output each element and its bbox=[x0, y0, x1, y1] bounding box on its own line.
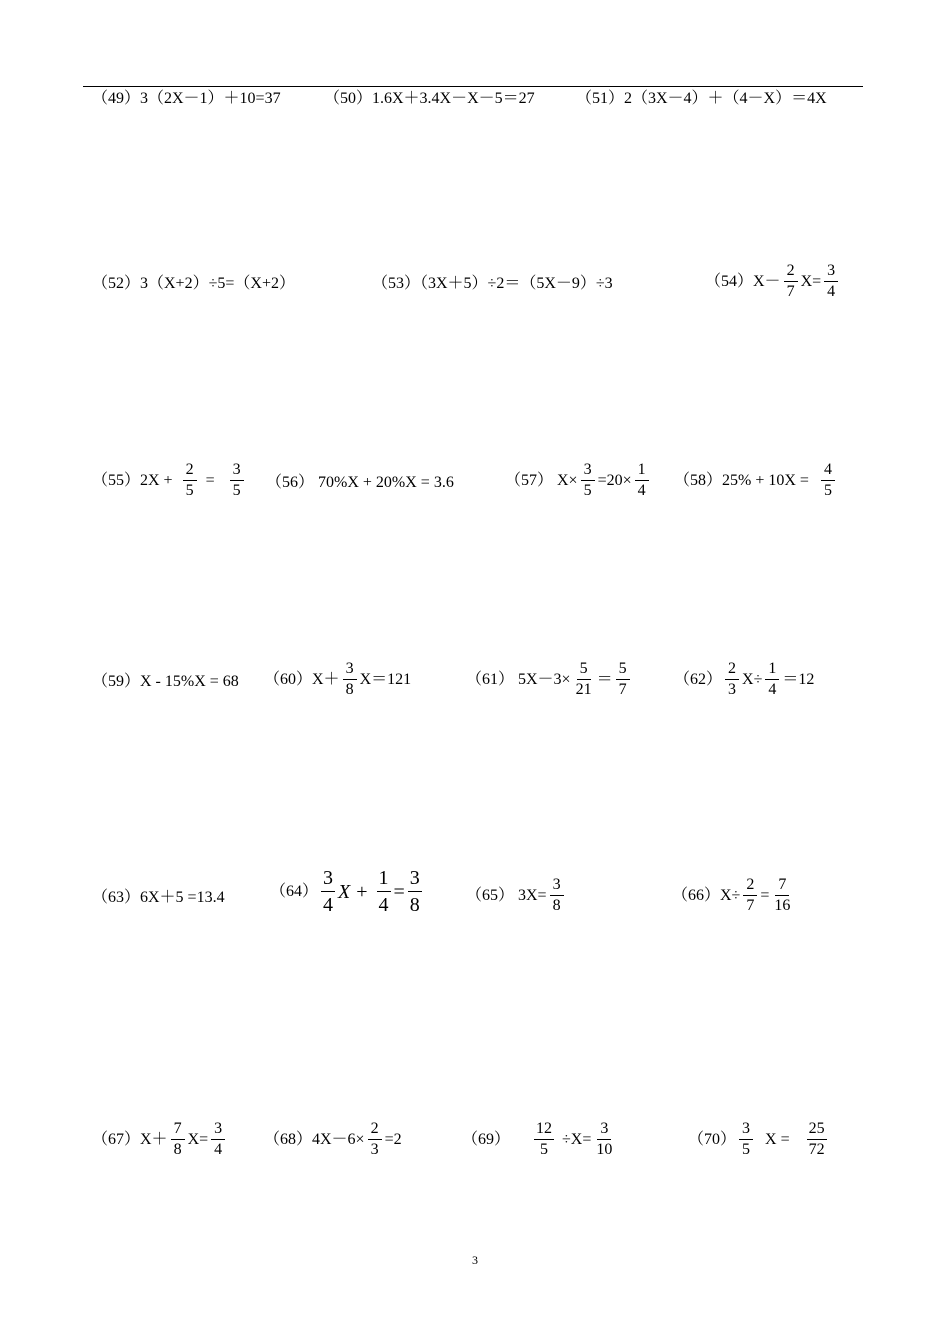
equation-56: （56） 70%X + 20%X = 3.6 bbox=[266, 474, 454, 491]
fraction: $\frac{2}{3}$ bbox=[368, 1121, 382, 1158]
equation-61: （61） 5X－3× $\frac{5}{21}$ ＝ $\frac{5}{7}$ bbox=[466, 661, 633, 698]
equation-58: （58）25% + 10X = $\frac{4}{5}$ bbox=[674, 462, 838, 499]
equation-62: （62） $\frac{2}{3}$ X÷ $\frac{1}{4}$ ＝12 bbox=[674, 660, 815, 698]
fraction: $\frac{3}{8}$ bbox=[343, 661, 357, 698]
equation-67: （67）X＋ $\frac{7}{8}$ X= $\frac{3}{4}$ bbox=[92, 1121, 228, 1158]
equation-68: （68）4X－6× $\frac{2}{3}$ =2 bbox=[264, 1120, 402, 1158]
equation-65: （65） 3X= $\frac{3}{8}$ bbox=[466, 877, 567, 914]
equation-66: （66）X÷ $\frac{2}{7}$ = $\frac{7}{16}$ bbox=[672, 876, 791, 914]
fraction: $\frac{2}{3}$ bbox=[725, 661, 739, 698]
fraction: $\frac{7}{16}$ bbox=[774, 876, 791, 914]
fraction: $\frac{5}{7}$ bbox=[616, 661, 630, 698]
fraction: $\frac{25}{72}$ bbox=[808, 1120, 825, 1158]
equation-59: （59）X - 15%X = 68 bbox=[92, 673, 239, 690]
fraction: $\frac{1}{4}$ bbox=[378, 867, 389, 916]
fraction: $\frac{4}{5}$ bbox=[821, 462, 835, 499]
equation-51: （51）2（3X－4）＋（4－X）＝4X bbox=[576, 90, 827, 107]
fraction: $\frac{3}{8}$ bbox=[409, 867, 420, 916]
fraction: $\frac{1}{4}$ bbox=[635, 462, 649, 499]
equation-50: （50）1.6X＋3.4X－X－5＝27 bbox=[324, 90, 535, 107]
fraction: $\frac{5}{21}$ bbox=[575, 660, 592, 698]
equation-49: （49）3（2X－1）＋10=37 bbox=[92, 90, 281, 107]
equation-52: （52）3（X+2）÷5=（X+2） bbox=[92, 275, 295, 292]
fraction: $\frac{3}{5}$ bbox=[581, 462, 595, 499]
fraction: $\frac{7}{8}$ bbox=[171, 1121, 185, 1158]
fraction: $\frac{3}{4}$ bbox=[211, 1121, 225, 1158]
equation-55: （55）2X + $\frac{2}{5}$ = $\frac{3}{5}$ bbox=[92, 462, 247, 499]
fraction: $\frac{3}{5}$ bbox=[230, 462, 244, 499]
equation-64: （64） $\frac{3}{4}$ X + $\frac{1}{4}$ = $\frac{3}{8}$ bbox=[270, 867, 420, 916]
equation-53: （53）（3X＋5）÷2＝（5X－9）÷3 bbox=[372, 275, 613, 292]
header-rule bbox=[83, 86, 863, 87]
equation-54: （54）X－ $\frac{2}{7}$ X= $\frac{3}{4}$ bbox=[705, 263, 841, 300]
fraction: $\frac{3}{10}$ bbox=[596, 1120, 613, 1158]
fraction: $\frac{3}{4}$ bbox=[323, 867, 334, 916]
equation-69: （69） $\frac{12}{5}$ ÷X= $\frac{3}{10}$ bbox=[462, 1120, 613, 1158]
fraction: $\frac{3}{5}$ bbox=[739, 1121, 753, 1158]
fraction: $\frac{2}{7}$ bbox=[743, 877, 757, 914]
fraction: $\frac{3}{4}$ bbox=[824, 263, 838, 300]
fraction: $\frac{12}{5}$ bbox=[536, 1120, 553, 1158]
fraction: $\frac{3}{8}$ bbox=[550, 877, 564, 914]
fraction: $\frac{2}{5}$ bbox=[183, 462, 197, 499]
equation-60: （60）X＋ $\frac{3}{8}$ X＝121 bbox=[264, 660, 412, 698]
equation-63: （63）6X＋5 =13.4 bbox=[92, 889, 225, 906]
fraction: $\frac{2}{7}$ bbox=[784, 263, 798, 300]
fraction: $\frac{1}{4}$ bbox=[765, 661, 779, 698]
equation-57: （57） X× $\frac{3}{5}$ =20× $\frac{1}{4}$ bbox=[505, 462, 652, 499]
equation-70: （70） $\frac{3}{5}$ X = $\frac{25}{72}$ bbox=[688, 1120, 825, 1158]
page-number: 3 bbox=[472, 1253, 478, 1267]
